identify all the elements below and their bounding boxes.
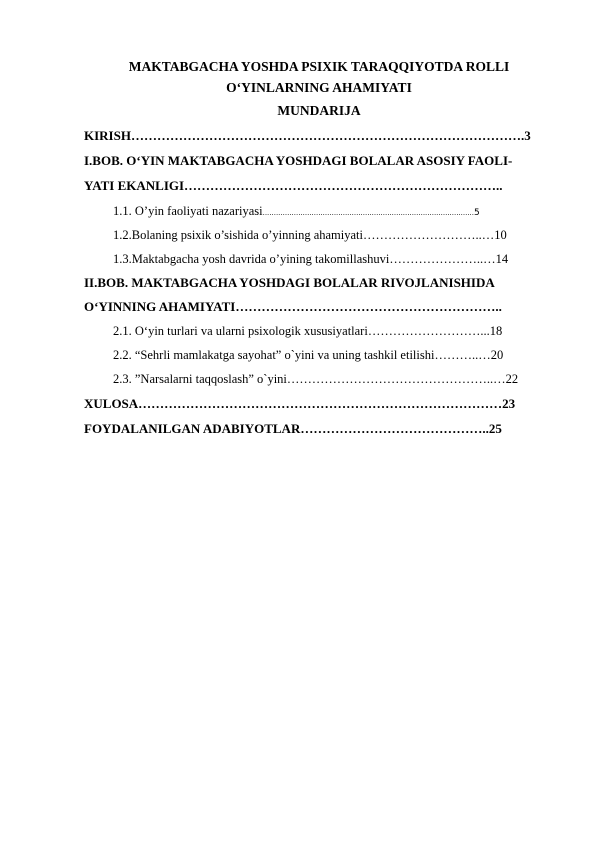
toc-entry-bob1-line1: I.BOB. O‘YIN MAKTABGACHA YOSHDAGI BOLALAR ASOSIY FAOLI- xyxy=(84,153,513,168)
document-title-line-1: MAKTABGACHA YOSHDA PSIXIK TARAQQIYOTDA ROLLI xyxy=(128,59,510,74)
toc-entry-1-1-page: 5 xyxy=(474,208,480,218)
toc-entry-2-1: 2.1. O‘yin turlari va ularni psixologik xususiyatlari………………………...18 xyxy=(113,324,503,338)
toc-entry-1-1 xyxy=(113,201,550,223)
toc-entry-xulosa: XULOSA…………………………………………………………………………23 xyxy=(84,396,516,411)
toc-entry-1-2: 1.2.Bolaning psixik o’sishida o’yinning ahamiyati………………………..…10 xyxy=(113,228,507,242)
toc-entry-1-3: 1.3.Maktabgacha yosh davrida o’yining takomillashuvi…………………..…14 xyxy=(113,252,509,266)
document-title-line-2: O‘YINLARNING AHAMIYATI xyxy=(226,80,412,95)
toc-entry-bob2-line2: O‘YINNING AHAMIYATI…………………………………………………….. xyxy=(84,299,502,314)
toc-entry-kirish: KIRISH……………………………………………………………………………….3 xyxy=(84,128,531,143)
toc-entry-bob2-line1: II.BOB. MAKTABGACHA YOSHDAGI BOLALAR RIVOJLANISHIDA xyxy=(84,275,495,290)
toc-entry-1-1-text: 1.1. O’yin faoliyati nazariyasi xyxy=(113,204,263,218)
toc-entry-bob1-line2: YATI EKANLIGI……………………………………………………………….. xyxy=(84,178,503,193)
toc-entry-2-3: 2.3. ”Narsalarni taqqoslash” o`yini…………………………………………..…22 xyxy=(113,372,519,386)
toc-entry-2-2: 2.2. “Sehrli mamlakatga sayohat” o`yini va uning tashkil etilishi………..…20 xyxy=(113,348,504,362)
toc-entry-1-1-leader: ............................................................................................... xyxy=(262,209,474,217)
toc-heading: MUNDARIJA xyxy=(277,103,361,118)
toc-entry-adabiyotlar: FOYDALANILGAN ADABIYOTLAR……………………………………..25 xyxy=(84,421,502,436)
